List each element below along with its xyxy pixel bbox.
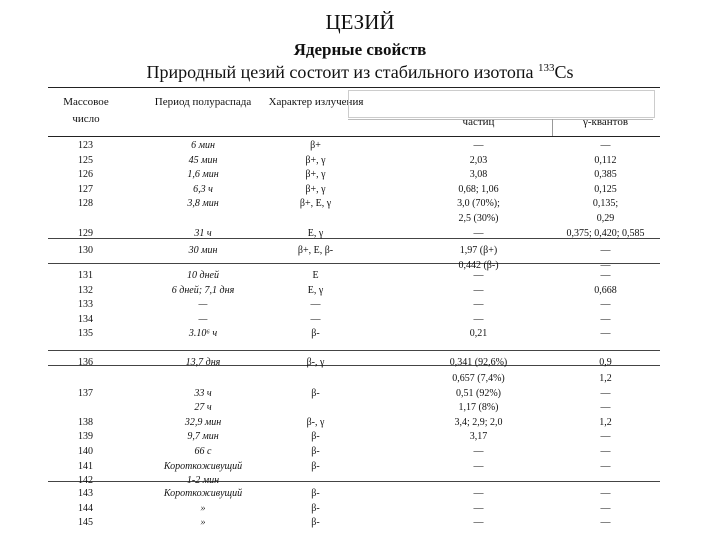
cell-mass: 133: [78, 299, 93, 311]
cell-half-life: 30 мин: [188, 245, 218, 256]
cell-particle-energy: 0,657 (7,4%): [452, 373, 505, 384]
cell-half-life: 1-2 мин: [186, 475, 220, 487]
table-row: [48, 355, 660, 370]
table-row: [48, 515, 660, 530]
cell-gamma-energy: 0,375; 0,420; 0,585: [566, 227, 645, 239]
cell-particle-energy: 2,5 (30%): [458, 213, 499, 224]
cell-particle-energy: 3,17: [469, 431, 488, 443]
table-row: [48, 371, 660, 386]
col-radiation-header: Характер излучения: [268, 96, 364, 108]
cell-particle-energy: 0,442 (β-): [458, 259, 499, 271]
cell-particle-energy: —: [473, 299, 484, 311]
cell-particle-energy: 0,21: [469, 328, 488, 340]
cell-particle-energy: 3,08: [469, 169, 488, 181]
col-gamma-header: γ-квантов: [582, 116, 629, 128]
table-row-group: [48, 371, 660, 487]
cell-mass: 144: [78, 502, 93, 514]
cell-mass: 143: [78, 488, 93, 499]
col-half-life-header: Период полураспада: [154, 96, 252, 108]
cell-radiation: β-: [311, 387, 320, 399]
cell-mass: 138: [78, 416, 93, 428]
table-row: [48, 486, 660, 501]
isotope-symbol: Cs: [554, 62, 574, 82]
cell-particle-energy: —: [473, 284, 484, 296]
table-row: [48, 268, 660, 283]
cell-radiation: —: [310, 313, 321, 325]
cell-half-life: 6 мин: [191, 140, 215, 151]
cell-radiation: β-: [311, 431, 320, 443]
table-row-group: [48, 138, 660, 239]
cell-half-life: 9,7 мин: [187, 431, 219, 443]
cell-half-life: 13,7 дня: [185, 357, 221, 368]
cell-particle-energy: 3,4; 2,9; 2,0: [454, 416, 503, 428]
cell-radiation: β+: [310, 140, 321, 151]
cell-particle-energy: 0,51 (92%): [456, 387, 501, 399]
cell-radiation: —: [310, 299, 321, 311]
cell-particle-energy: 2,03: [469, 154, 488, 166]
cell-radiation: β+, E, β-: [297, 245, 334, 256]
cell-radiation: E, γ: [307, 284, 324, 296]
table-row: [48, 138, 660, 153]
table-row: [48, 312, 660, 327]
cell-gamma-energy: —: [600, 259, 611, 271]
cell-half-life: —: [198, 299, 208, 311]
cell-mass: 135: [78, 328, 93, 340]
cell-gamma-energy: —: [600, 431, 611, 443]
cell-half-life: 6 дней; 7,1 дня: [171, 284, 235, 296]
cell-gamma-energy: —: [600, 502, 611, 514]
cell-half-life: 27 ч: [194, 402, 212, 414]
table-row: [48, 243, 660, 258]
cell-mass: 142: [78, 475, 93, 487]
table-row: [48, 196, 660, 211]
table-row: [48, 400, 660, 415]
cell-half-life: 1,6 мин: [187, 169, 219, 181]
cell-radiation: β+, γ: [305, 154, 326, 166]
cell-gamma-energy: —: [600, 299, 611, 311]
cell-gamma-energy: 0,668: [594, 284, 617, 296]
col-mass-header: Массовое число: [63, 96, 109, 125]
table-row-group: [48, 268, 660, 351]
cell-half-life: 3.10⁶ ч: [188, 328, 218, 340]
cell-radiation: E, γ: [307, 227, 324, 239]
table-row: [48, 326, 660, 341]
cell-radiation: E: [312, 270, 319, 281]
cell-mass: 132: [78, 284, 93, 296]
cell-gamma-energy: —: [600, 328, 611, 340]
cell-half-life: Короткоживущий: [163, 488, 243, 499]
cell-mass: 123: [78, 140, 93, 151]
cell-half-life: 31 ч: [194, 227, 212, 239]
table-header: [48, 88, 660, 137]
table-row: [48, 297, 660, 312]
isotope-table: [48, 87, 660, 541]
cell-mass: 140: [78, 446, 93, 457]
table-row: [48, 182, 660, 197]
cell-half-life: 32,9 мин: [184, 416, 222, 428]
table-row: [48, 153, 660, 168]
cell-gamma-energy: 1,2: [599, 416, 612, 428]
cell-mass: 141: [78, 460, 93, 472]
cell-particle-energy: —: [473, 502, 484, 514]
description-line: [0, 62, 720, 83]
cell-mass: 130: [78, 245, 93, 256]
cell-gamma-energy: —: [600, 402, 611, 414]
cell-gamma-energy: 0,125: [594, 183, 617, 195]
cell-half-life: 33 ч: [194, 387, 212, 399]
cell-particle-energy: —: [473, 488, 484, 499]
cell-radiation: β-: [311, 488, 320, 499]
cell-particle-energy: —: [473, 140, 484, 151]
table-row-group: [48, 355, 660, 366]
cell-gamma-energy: 0,29: [596, 213, 615, 224]
cell-radiation: β-: [311, 517, 320, 529]
energy-header-box: [348, 90, 655, 118]
cell-mass: 134: [78, 313, 93, 325]
cell-half-life: —: [198, 313, 208, 325]
page-title: ЦЕЗИЙ: [325, 10, 395, 34]
cell-mass: 136: [78, 357, 93, 368]
cell-gamma-energy: —: [600, 245, 611, 256]
cell-mass: 139: [78, 431, 93, 443]
isotope-mass: 133: [537, 62, 555, 74]
cell-gamma-energy: —: [600, 387, 611, 399]
cell-gamma-energy: —: [600, 140, 611, 151]
description-text: Природный цезий состоит из стабильного изотопа: [146, 62, 534, 82]
cell-radiation: β-: [311, 460, 320, 472]
cell-gamma-energy: —: [600, 460, 611, 472]
page-subtitle: Ядерные свойств: [293, 40, 427, 59]
cell-half-life: »: [200, 517, 206, 529]
cell-mass: 128: [78, 198, 93, 210]
cell-gamma-energy: 0,385: [594, 169, 617, 181]
cell-radiation: β-, γ: [306, 357, 325, 368]
cell-radiation: β+, γ: [305, 169, 326, 181]
cell-particle-energy: —: [473, 227, 484, 239]
cell-half-life: 45 мин: [188, 154, 218, 166]
cell-half-life: 6,3 ч: [193, 183, 213, 195]
cell-gamma-energy: 0,9: [599, 357, 612, 368]
cell-radiation: β-, γ: [306, 416, 325, 428]
cell-half-life: Короткоживущий: [163, 460, 243, 472]
table-row: [48, 283, 660, 298]
table-row: [48, 167, 660, 182]
table-row: [48, 226, 660, 241]
cell-particle-energy: 1,97 (β+): [459, 245, 498, 256]
cell-gamma-energy: —: [600, 270, 611, 281]
table-row: [48, 501, 660, 516]
cell-mass: 127: [78, 183, 93, 195]
cell-particle-energy: —: [473, 460, 484, 472]
cell-mass: 137: [78, 387, 93, 399]
col-particles-header: частиц: [462, 116, 495, 128]
cell-particle-energy: —: [473, 313, 484, 325]
cell-half-life: 66 с: [194, 446, 212, 457]
cell-half-life: 10 дней: [187, 270, 219, 281]
cell-gamma-energy: 1,2: [599, 373, 612, 384]
cell-gamma-energy: —: [600, 446, 611, 457]
table-row: [48, 444, 660, 459]
cell-gamma-energy: —: [600, 488, 611, 499]
table-row-group: [48, 486, 660, 541]
cell-half-life: 3,8 мин: [187, 198, 219, 210]
cell-radiation: β-: [311, 446, 320, 457]
cell-mass: 131: [78, 270, 93, 281]
cell-particle-energy: —: [473, 517, 484, 529]
cell-radiation: β+, E, γ: [299, 198, 332, 210]
cell-gamma-energy: —: [600, 517, 611, 529]
cell-mass: 145: [78, 517, 93, 529]
cell-gamma-energy: 0,112: [594, 154, 617, 166]
cell-half-life: »: [200, 502, 206, 514]
cell-particle-energy: 1,17 (8%): [458, 402, 499, 414]
table-row-group: [48, 243, 660, 271]
cell-mass: 125: [78, 154, 93, 166]
table-row: [48, 429, 660, 444]
cell-particle-energy: —: [473, 270, 484, 281]
cell-mass: 126: [78, 169, 93, 181]
cell-gamma-energy: 0,135;: [592, 198, 619, 210]
cell-particle-energy: 0,68; 1,06: [458, 183, 499, 195]
table-row: [48, 459, 660, 474]
cell-particle-energy: —: [473, 446, 484, 457]
cell-gamma-energy: —: [600, 313, 611, 325]
cell-particle-energy: 3,0 (70%);: [457, 198, 500, 210]
cell-radiation: β-: [311, 328, 320, 340]
table-row: [48, 211, 660, 226]
cell-mass: 129: [78, 227, 93, 239]
cell-particle-energy: 0,341 (92,6%): [449, 357, 508, 368]
cell-radiation: β-: [311, 502, 320, 514]
table-row: [48, 415, 660, 430]
cell-radiation: β+, γ: [305, 183, 326, 195]
table-row: [48, 386, 660, 401]
